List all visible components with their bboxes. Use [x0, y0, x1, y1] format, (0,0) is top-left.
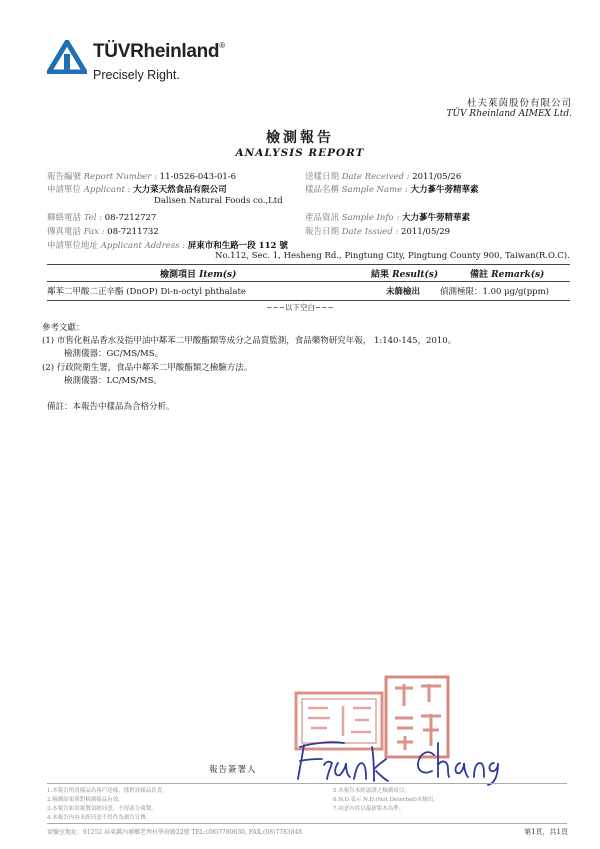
footnote-3: 3.本報告如須複製須經同意，不得部分複製。: [47, 806, 157, 812]
signer-label: 報告簽署人: [209, 765, 257, 775]
footnote-4: 4.本報告內容未經同意不得作為廣告宣傳。: [47, 815, 152, 821]
header-remark: 備註 Remark(s): [470, 270, 545, 280]
reference-2: (2) 行政院衛生署，食品中鄰苯二甲酸酯類之檢驗方法。: [42, 363, 253, 373]
lab-address: 實驗室地址：91252 屏東縣內埔鄉老埤村學府路22號 TEL:(08)7789630, FAX:(08)7783848: [47, 829, 303, 836]
address-field: 申請單位地址 Applicant Address : 屏東市和生路一段 112 號: [47, 241, 288, 251]
page-number: 第1頁，共1頁: [524, 828, 568, 836]
footnote-1: 1.本報告所用樣品為客戶送樣，僅對該樣品負責。: [47, 788, 168, 794]
brand-name: TÜVRheinland®: [93, 41, 225, 62]
remark-note: 備註：本報告中樣品為合格分析。: [47, 402, 175, 412]
footnote-6: 6.N.D.表示 N.D.(Not Detected)未檢出。: [333, 797, 439, 803]
sample-info-field: 產品資訊 Sample Info : 大力蔘牛蒡精華素: [305, 213, 470, 223]
fax-field: 傳真電話 Fax : 08-7211732: [47, 227, 159, 237]
footnote-2: 2.檢測結果僅對檢測樣品有效。: [47, 797, 124, 803]
header-item: 檢測項目 Item(s): [160, 270, 237, 280]
table-row-item: 鄰苯二甲酸二正辛酯 (DnOP) Di-n-octyl phthalate: [47, 287, 246, 297]
reference-1-instrument: 檢測儀器：GC/MS/MS。: [64, 349, 164, 359]
footnote-5: 5.本報告未經認證之檢測項目。: [333, 788, 410, 794]
handwritten-signature: [292, 735, 502, 790]
tel-field: 聯絡電話 Tel : 08-7212727: [47, 213, 157, 223]
reference-1: (1) 市售化粧品香水及指甲油中鄰苯二甲酸酯類等成分之品質監測，食品藥物研究年報， 1:140-145，2010。: [42, 336, 457, 346]
table-bottom-rule: [47, 300, 570, 301]
company-name-zh: 杜夫萊茵股份有限公司: [466, 98, 572, 109]
references-title: 參考文獻：: [42, 323, 85, 333]
report-title-zh: 檢測報告: [266, 130, 334, 146]
table-row-result: 未篩檢出: [386, 287, 421, 297]
applicant-name-en: Dalisen Natural Foods co.,Ltd: [154, 196, 283, 206]
date-issued-field: 報告日期 Date Issued : 2011/05/29: [305, 227, 451, 237]
brand-tagline: Precisely Right.: [93, 68, 180, 82]
sample-name-field: 樣品名稱 Sample Name : 大力蔘牛蒡精華素: [305, 185, 479, 195]
table-top-rule: [47, 264, 570, 265]
date-received-field: 送樣日期 Date Received : 2011/05/26: [305, 172, 462, 182]
footer-rule: [47, 783, 567, 784]
address-en: No.112, Sec. 1, Hesheng Rd., Pingtung City, Pingtung County 900, Taiwan(R.O.C).: [215, 251, 570, 261]
header-result: 結果 Result(s): [371, 270, 439, 280]
report-title-en: ANALYSIS REPORT: [235, 147, 365, 159]
footer-rule-bottom: [47, 823, 567, 824]
table-header-rule: [47, 281, 570, 282]
tuv-triangle-logo-icon: [47, 40, 87, 74]
reference-2-instrument: 檢測儀器：LC/MS/MS。: [64, 376, 162, 386]
end-of-results-mark: ~~~以下空白~~~: [266, 303, 334, 312]
applicant-field: 申請單位 Applicant : 大力菜天然食品有限公司: [47, 185, 227, 195]
footnote-7: 7.同意內容以最新版本為準。: [333, 806, 405, 812]
report-number-field: 報告編號 Report Number : 11-0526-043-01-6: [47, 172, 237, 182]
table-row-remark: 偵測極限：1.00 μg/g(ppm): [440, 287, 549, 297]
company-name-en: TÜV Rheinland AIMEX Ltd.: [446, 109, 572, 119]
